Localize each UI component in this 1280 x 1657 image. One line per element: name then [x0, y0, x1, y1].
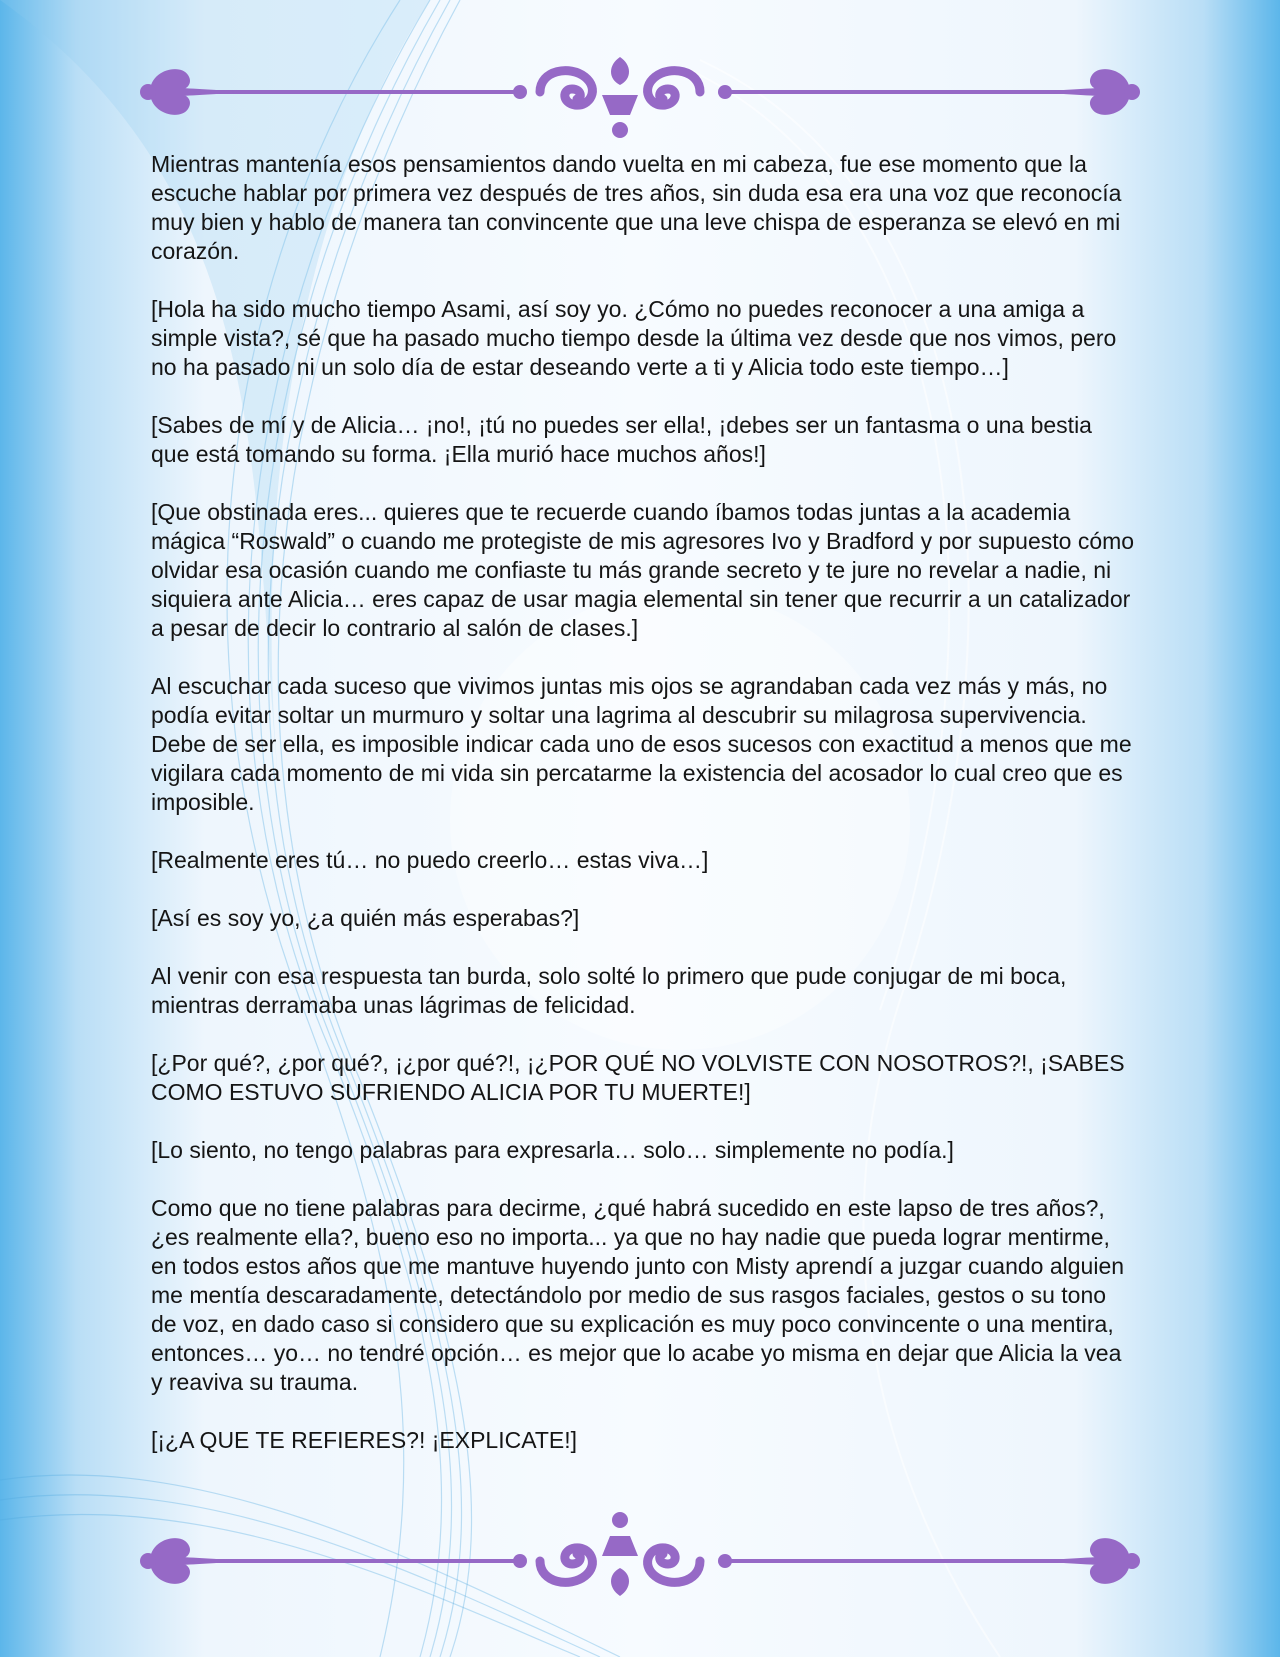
- paragraph: [Realmente eres tú… no puedo creerlo… estas viva…]: [151, 847, 709, 873]
- bottom-ornament-icon: [130, 1508, 1150, 1608]
- paragraph: [Que obstinada eres... quieres que te recuerde cuando íbamos todas juntas a la academia mágica “Roswald” o cuando me protegiste de mis agresores Ivo y Bradford y por supuesto cómo olvidar esa ocasión cuando me confiaste tu más grande secreto y te jure no revelar a nadie, ni siquiera ante Alicia… eres capaz de usar magia elemental sin tener que recurrir a un catalizador a pesar de decir lo contrario al salón de clases.]: [151, 499, 1135, 641]
- paragraph: [Lo siento, no tengo palabras para expresarla… solo… simplemente no podía.]: [151, 1137, 954, 1163]
- page-text: [151, 150, 1136, 1484]
- paragraph: [Hola ha sido mucho tiempo Asami, así soy yo. ¿Cómo no puedes reconocer a una amiga a simple vista?, sé que ha pasado mucho tiempo desde la última vez desde que nos vimos, pero no ha pasado ni un solo día de estar deseando verte a ti y Alicia todo este tiempo…]: [151, 296, 1117, 380]
- top-ornament-icon: [130, 45, 1150, 145]
- paragraph: [Sabes de mí y de Alicia… ¡no!, ¡tú no puedes ser ella!, ¡debes ser un fantasma o una bestia que está tomando su forma. ¡Ella murió hace muchos años!]: [151, 412, 1092, 467]
- paragraph: [¡¿A QUE TE REFIERES?! ¡EXPLICATE!]: [151, 1427, 578, 1453]
- paragraph: Mientras mantenía esos pensamientos dando vuelta en mi cabeza, fue ese momento que la escuche hablar por primera vez después de tres años, sin duda esa era una voz que reconocía muy bien y hablo de manera tan convincente que una leve chispa de esperanza se elevó en mi corazón.: [151, 151, 1122, 264]
- paragraph: Al venir con esa respuesta tan burda, solo solté lo primero que pude conjugar de mi boca, mientras derramaba unas lágrimas de felicidad.: [151, 963, 1067, 1018]
- paragraph: [Así es soy yo, ¿a quién más esperabas?]: [151, 905, 580, 931]
- paragraph: Al escuchar cada suceso que vivimos juntas mis ojos se agrandaban cada vez más y más, no podía evitar soltar un murmuro y soltar una lagrima al descubrir su milagrosa supervivencia. Debe de ser ella, es imposible indicar cada uno de esos sucesos con exactitud a menos que me vigilara cada momento de mi vida sin percatarme la existencia del acosador lo cual creo que es imposible.: [151, 673, 1132, 815]
- paragraph: [¿Por qué?, ¿por qué?, ¡¿por qué?!, ¡¿POR QUÉ NO VOLVISTE CON NOSOTROS?!, ¡SABES COMO ESTUVO SUFRIENDO ALICIA POR TU MUERTE!]: [151, 1050, 1125, 1105]
- paragraph: Como que no tiene palabras para decirme, ¿qué habrá sucedido en este lapso de tres años?, ¿es realmente ella?, bueno eso no importa... ya que no hay nadie que pueda lograr mentirme, en todos estos años que me mantuve huyendo junto con Misty aprendí a juzgar cuando alguien me mentía descaradamente, detectándolo por medio de sus rasgos faciales, gestos o su tono de voz, en dado caso si considero que su explicación es muy poco convincente o una mentira, entonces… yo… no tendré opción… es mejor que lo acabe yo misma en dejar que Alicia la vea y reaviva su trauma.: [151, 1195, 1125, 1395]
